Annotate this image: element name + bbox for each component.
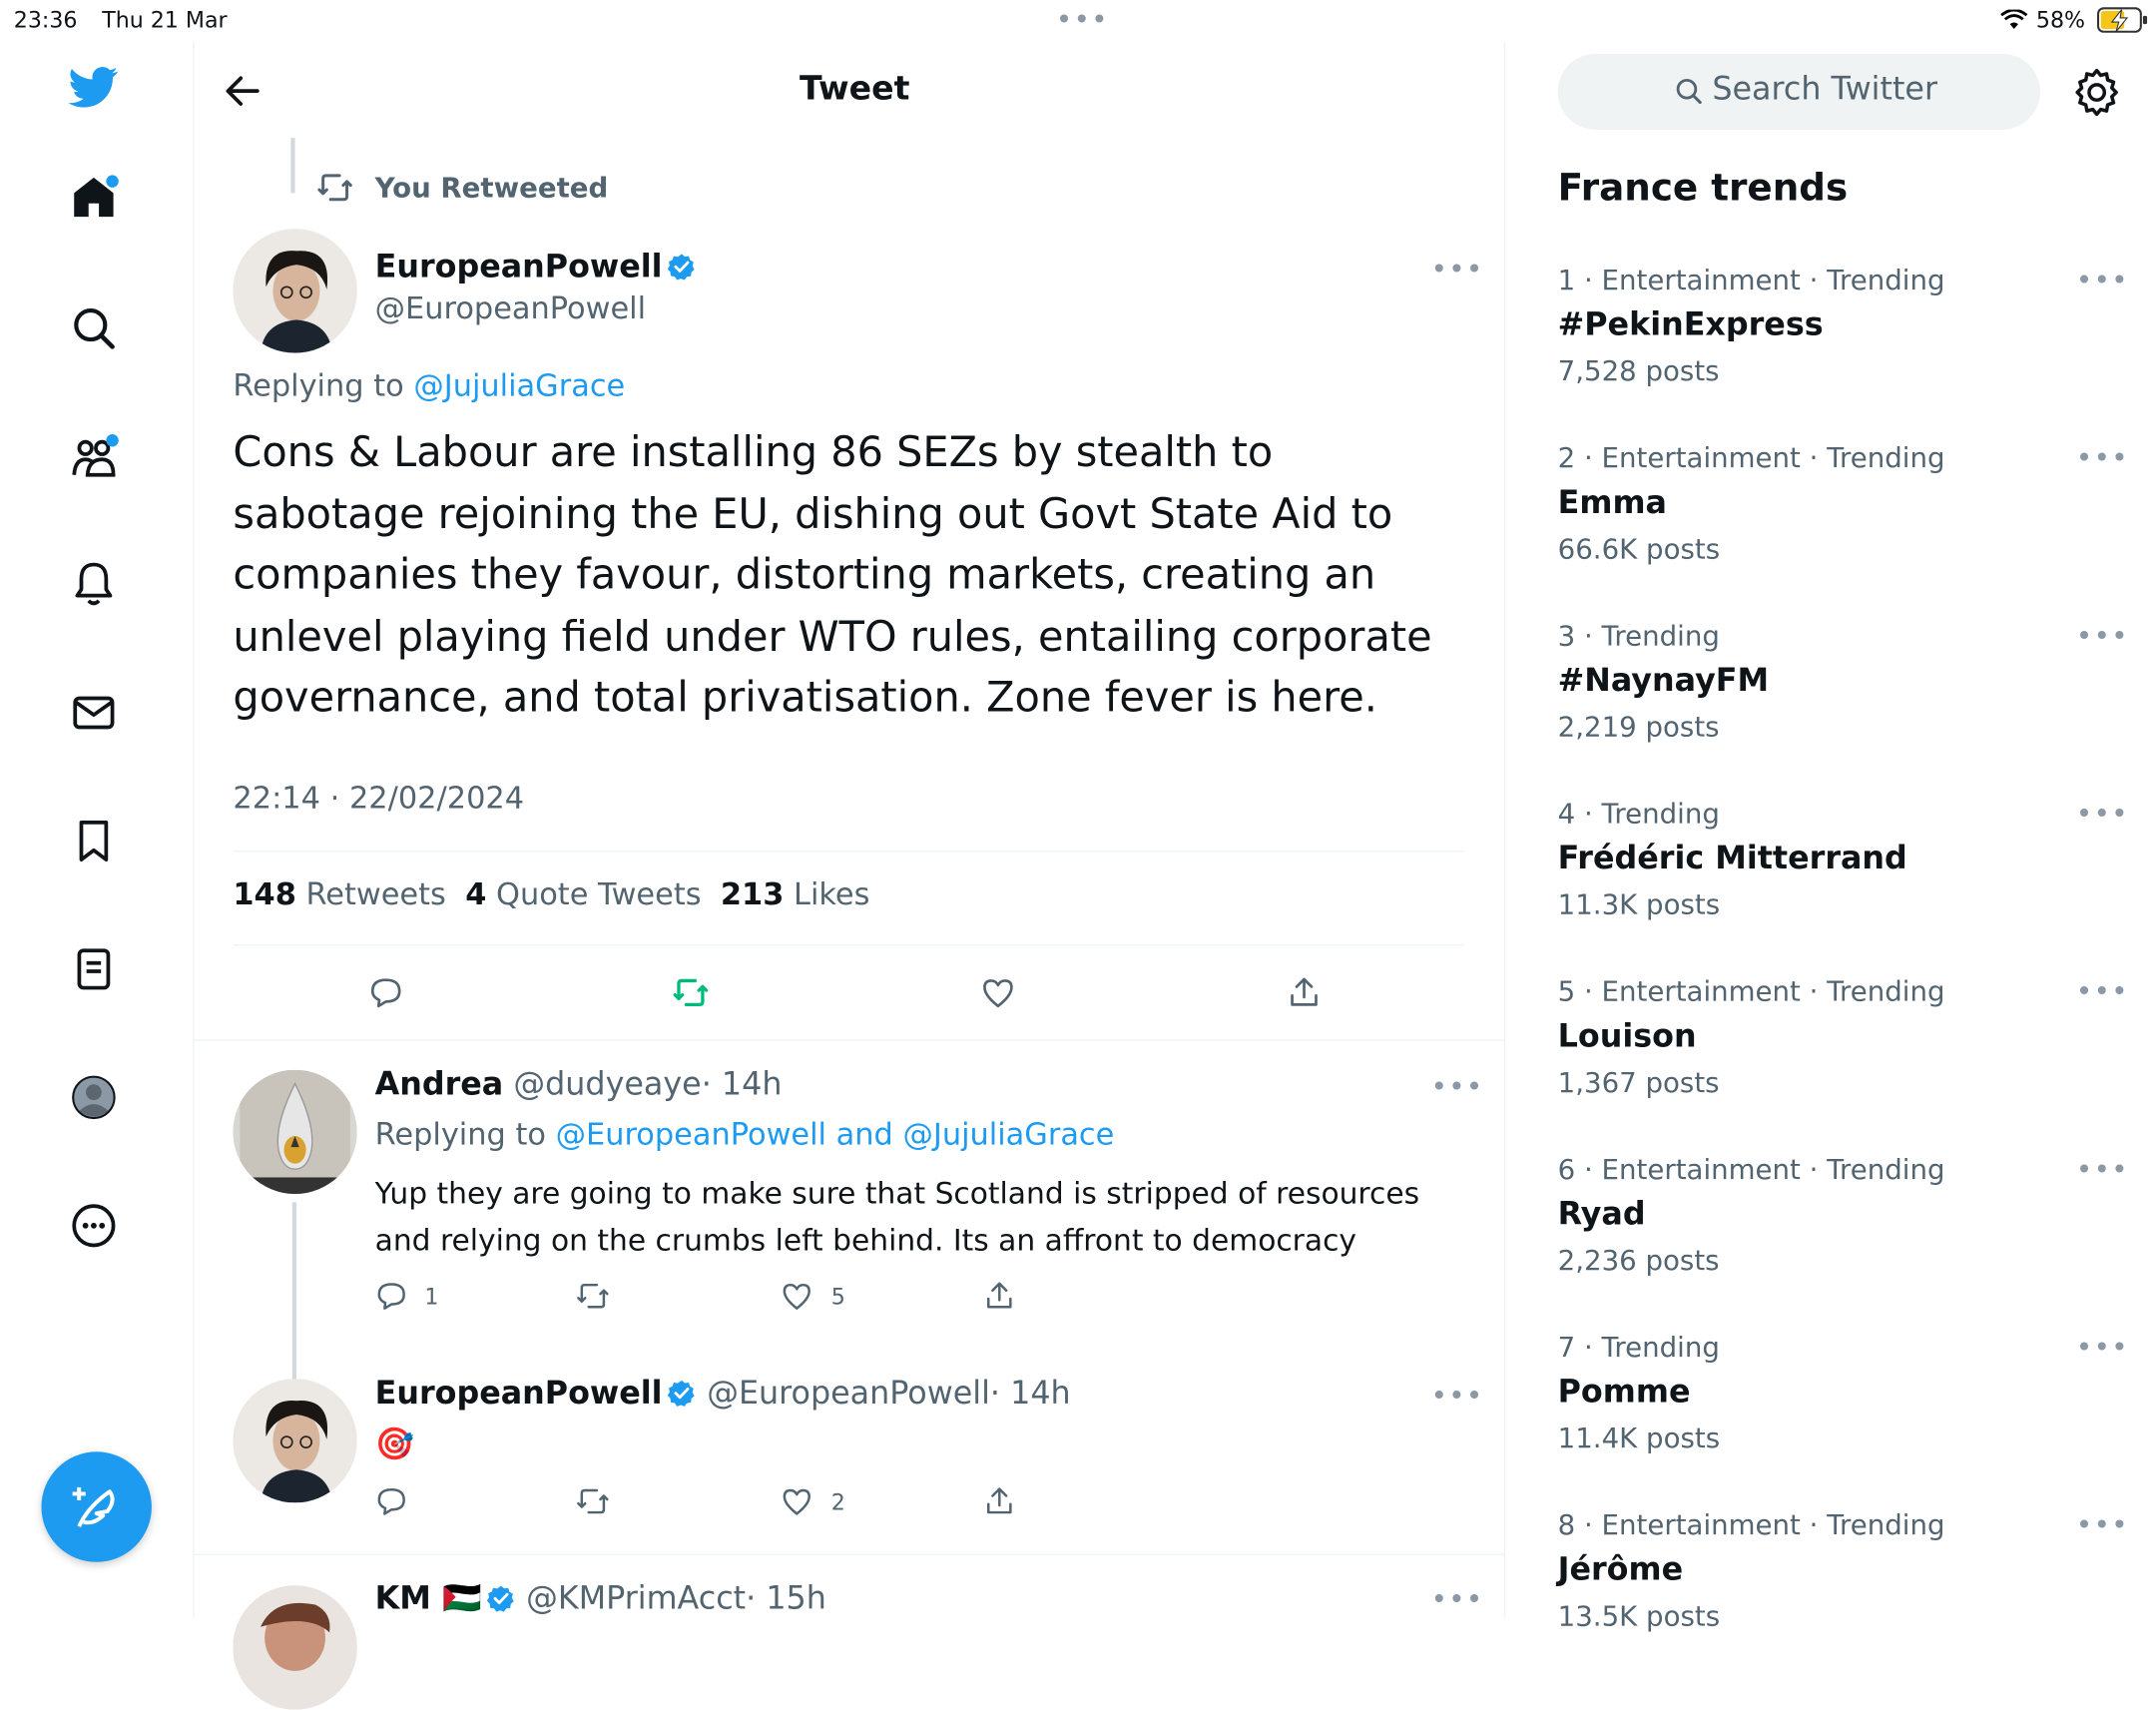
retweets-label: Retweets [305,877,446,913]
reply-author-name[interactable]: EuropeanPowell [374,1376,663,1413]
compose-feather-icon [70,1480,122,1532]
retweeted-label: You Retweeted [374,171,609,205]
replying-prefix: Replying to [233,369,404,404]
like-icon[interactable] [781,1484,813,1517]
more-options-icon[interactable] [1431,1592,1484,1606]
retweets-stat[interactable] [233,878,445,913]
more-options-icon[interactable] [1431,1079,1484,1093]
nav-messages[interactable] [69,688,124,743]
page-title: Tweet [800,69,910,108]
reply-text: 🎯 [374,1426,415,1463]
trend-name: Jérôme [1557,1552,1684,1589]
more-options-icon[interactable] [2076,807,2129,821]
nav-notifications[interactable] [69,558,124,613]
trend-item[interactable] [1558,441,2137,565]
trend-count: 66.6K posts [1557,532,1721,566]
nav-bookmarks[interactable] [69,817,124,871]
bookmark-icon [69,817,119,866]
likes-label: Likes [794,877,870,913]
share-icon[interactable] [983,1280,1016,1313]
more-options-icon[interactable] [2076,451,2129,465]
verified-badge-icon [487,1584,516,1613]
nav-more[interactable] [69,1201,124,1256]
trend-meta: 3 · Trending [1557,619,1720,653]
reply-time[interactable]: · 14h [989,1376,1071,1413]
reply-author-handle[interactable]: @EuropeanPowell [707,1376,990,1413]
envelope-icon [69,688,119,738]
trend-count: 2,236 posts [1557,1243,1720,1277]
trend-meta: 2 · Entertainment · Trending [1557,440,1945,475]
share-icon[interactable] [983,1484,1016,1517]
like-count: 5 [830,1283,845,1311]
nav-home[interactable] [69,173,124,228]
like-icon[interactable] [980,974,1016,1010]
trend-name: #NaynayFM [1557,663,1770,700]
reply-header [375,1376,1071,1412]
search-icon [69,303,119,353]
trend-item[interactable] [1558,619,2137,743]
more-options-icon[interactable] [2076,984,2129,998]
left-nav [0,41,195,1617]
compose-tweet-button[interactable] [41,1451,151,1561]
more-circle-icon [69,1201,119,1251]
trend-meta: 1 · Entertainment · Trending [1557,263,1945,296]
trend-name: Frédéric Mitterrand [1557,841,1907,877]
replying-to [233,369,625,404]
tweet-timestamp[interactable]: 22:14 · 22/02/2024 [233,782,525,817]
divider [233,851,1463,852]
trend-count: 7,528 posts [1557,353,1720,388]
reply-avatar-andrea[interactable] [233,1070,356,1194]
reply-time[interactable]: · 15h [746,1581,826,1618]
trend-item[interactable] [1558,974,2137,1098]
nav-lists[interactable] [69,944,124,999]
battery-charging-icon [2097,7,2149,35]
trend-name: Pomme [1557,1374,1691,1411]
reply-author-handle[interactable]: @dudyeaye [513,1066,702,1103]
like-count: 2 [830,1488,845,1515]
trend-item[interactable] [1558,1331,2137,1454]
trend-count: 2,219 posts [1557,710,1720,744]
divider [193,1553,1503,1554]
status-bar [0,0,2156,41]
more-options-icon[interactable] [2076,1162,2129,1176]
retweet-icon [314,170,355,206]
trend-name: #PekinExpress [1557,306,1824,343]
reply-author-name[interactable]: Andrea [374,1066,504,1103]
trend-item[interactable] [1558,797,2137,920]
trend-name: Emma [1557,485,1667,522]
trend-item[interactable] [1558,1153,2137,1277]
more-options-icon[interactable] [2076,1518,2129,1532]
trend-count: 1,367 posts [1557,1065,1720,1099]
author-avatar[interactable] [233,229,356,352]
status-date: Thu 21 Mar [102,6,228,34]
trend-name: Louison [1557,1018,1697,1055]
author-handle[interactable]: @EuropeanPowell [374,291,647,327]
bell-icon [69,558,119,608]
battery-percent: 58% [2035,6,2086,34]
trend-meta: 5 · Entertainment · Trending [1557,974,1945,1008]
reply-count: 1 [424,1283,439,1311]
trend-count: 11.3K posts [1557,887,1721,921]
trend-item[interactable] [1558,1508,2137,1632]
more-options-icon[interactable] [2076,1340,2129,1354]
author-name-row [375,250,697,285]
status-time: 23:36 [13,6,78,34]
thread-line [290,138,294,193]
more-options-icon[interactable] [1431,262,1484,276]
reply-text: Yup they are going to make sure that Scotland is stripped of resources and relying on the crumbs left behind. Its an affront to democracy [374,1177,1420,1259]
notification-dot [106,175,118,187]
quotes-stat[interactable] [465,878,701,913]
profile-avatar-icon [69,1072,119,1122]
back-arrow-icon[interactable] [221,69,265,113]
reply-time[interactable]: · 14h [701,1066,783,1103]
right-sidebar [1505,41,2156,1633]
divider [233,944,1463,945]
tweet-text: Cons & Labour are installing 86 SEZs by stealth to sabotage rejoining the EU, dishing out Govt State Aid to companies they favour, distorting markets, creating an unlevel playing field under WTO rules, entailing corporate governance, and total privatisation. Zone fever is here. [233,428,1432,723]
trend-count: 13.5K posts [1557,1599,1721,1633]
reply-author-name[interactable]: KM 🇵🇸 [374,1581,482,1618]
more-options-icon[interactable] [2076,273,2129,286]
reply-icon[interactable] [375,1280,408,1313]
wifi-icon [2000,10,2028,31]
more-options-icon[interactable] [1431,1389,1484,1403]
search-icon [1674,76,1704,106]
nav-communities[interactable] [69,431,124,486]
search-placeholder: Search Twitter [1712,71,1938,108]
settings-gear-icon[interactable] [2070,66,2122,118]
trend-item[interactable] [1558,264,2137,387]
trend-meta: 6 · Entertainment · Trending [1557,1152,1945,1186]
retweet-active-icon[interactable] [673,974,709,1010]
trend-meta: 4 · Trending [1557,797,1720,831]
reply-avatar-europeanpowell[interactable] [233,1379,356,1502]
more-options-icon[interactable] [2076,629,2129,643]
multitask-dots-icon[interactable]: ••• [1055,2,1109,36]
reply-icon[interactable] [375,1484,408,1517]
retweet-icon[interactable] [576,1484,609,1517]
trend-name: Ryad [1557,1196,1646,1233]
replying-to-link[interactable]: @JujuliaGrace [413,369,626,404]
reply-icon[interactable] [368,974,404,1010]
quotes-count: 4 [465,877,487,913]
reply-replying-to [375,1118,1115,1153]
reply-avatar-km[interactable] [233,1585,356,1709]
replying-prefix: Replying to [374,1118,546,1153]
nav-profile[interactable] [69,1072,124,1127]
quotes-label: Quote Tweets [496,877,702,913]
reply-header [375,1067,783,1103]
divider [193,1039,1503,1040]
reply-author-handle[interactable]: @KMPrimAcct [526,1581,747,1618]
twitter-logo-icon[interactable] [69,62,124,117]
search-box[interactable] [1558,54,2040,130]
share-icon[interactable] [1287,974,1323,1010]
reply-header [375,1580,826,1617]
like-icon[interactable] [781,1280,813,1313]
list-icon [69,944,119,994]
retweets-count: 148 [233,877,296,913]
replying-to-link[interactable]: @EuropeanPowell and @JujuliaGrace [555,1118,1115,1153]
tweet-stats [233,878,869,913]
verified-badge-icon [668,1379,697,1408]
author-name[interactable]: EuropeanPowell [374,249,663,285]
retweet-icon[interactable] [576,1280,609,1313]
trends-title: France trends [1557,167,1849,210]
main-timeline [193,41,1505,1617]
trend-meta: 7 · Trending [1557,1330,1720,1364]
nav-explore[interactable] [69,303,124,358]
likes-stat[interactable] [721,878,870,913]
verified-badge-icon [668,253,697,282]
trend-meta: 8 · Entertainment · Trending [1557,1507,1945,1542]
notification-dot [106,434,118,446]
likes-count: 213 [720,877,785,913]
trend-count: 11.4K posts [1557,1421,1721,1455]
